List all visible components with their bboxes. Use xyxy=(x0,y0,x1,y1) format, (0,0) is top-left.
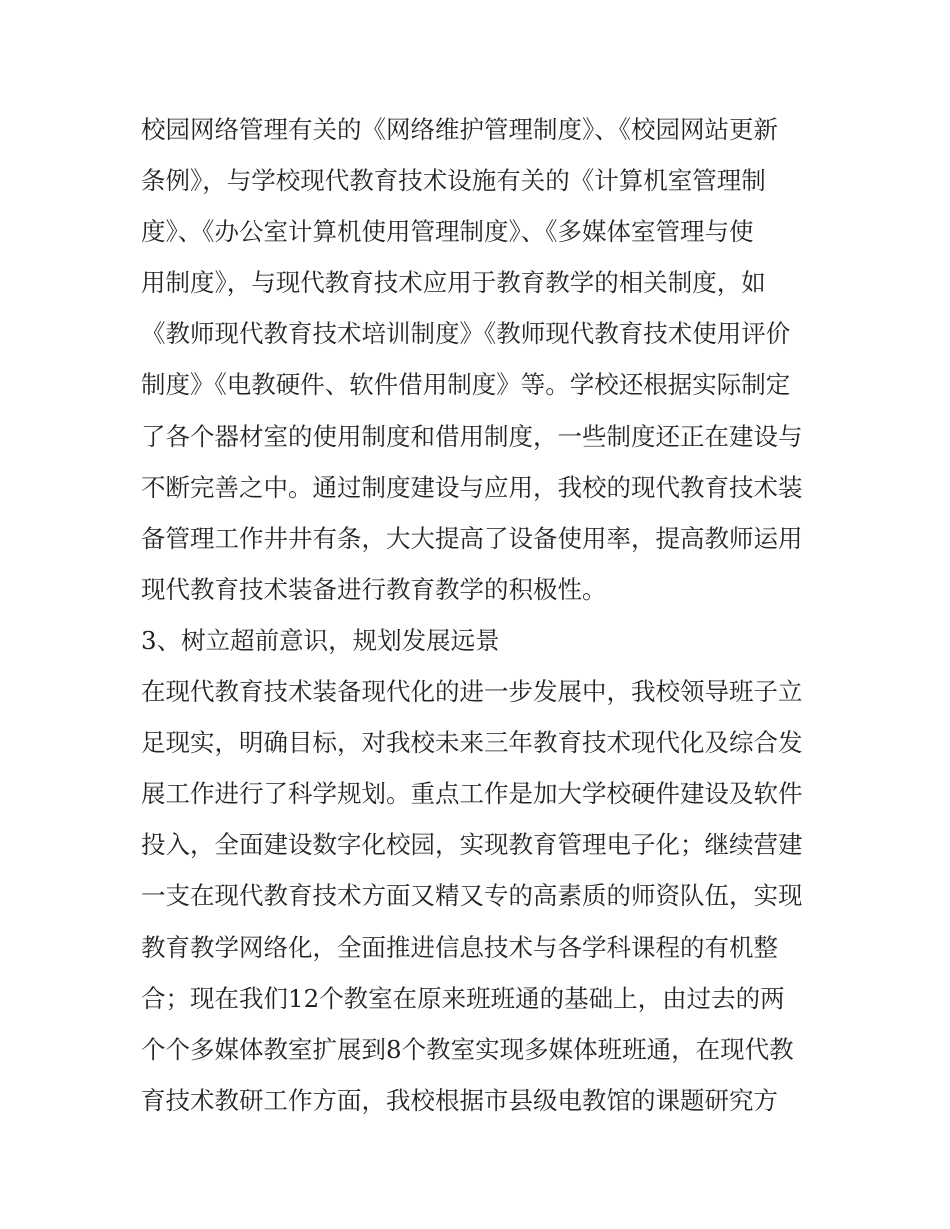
text-line: 度》、《办公室计算机使用管理制度》、《多媒体室管理与使 xyxy=(141,217,754,247)
text-line: 个个多媒体教室扩展到8个教室实现多媒体班班通，在现代教 xyxy=(141,1034,794,1064)
text-line: 制度》《电教硬件、软件借用制度》等。学校还根据实际制定 xyxy=(141,370,791,400)
text-line: 展工作进行了科学规划。重点工作是加大学校硬件建设及软件 xyxy=(141,779,803,809)
text-line: 条例》，与学校现代教育技术设施有关的《计算机室管理制 xyxy=(141,166,766,196)
text-line: 一支在现代教育技术方面又精又专的高素质的师资队伍，实现 xyxy=(141,881,803,911)
text-line: 用制度》，与现代教育技术应用于教育教学的相关制度，如 xyxy=(141,268,766,298)
text-line: 在现代教育技术装备现代化的进一步发展中，我校领导班子立 xyxy=(141,677,803,707)
text-line: 备管理工作井井有条，大大提高了设备使用率，提高教师运用 xyxy=(141,523,803,553)
text-line: 育技术教研工作方面，我校根据市县级电教馆的课题研究方 xyxy=(141,1085,778,1115)
text-line: 投入，全面建设数字化校园，实现教育管理电子化；继续营建 xyxy=(141,830,803,860)
document-body xyxy=(141,104,821,1126)
text-line: 足现实，明确目标，对我校未来三年教育技术现代化及综合发 xyxy=(141,728,803,758)
section-heading: 3、树立超前意识，规划发展远景 xyxy=(141,625,500,655)
text-line: 校园网络管理有关的《网络维护管理制度》、《校园网站更新 xyxy=(141,115,778,144)
text-line: 现代教育技术装备进行教育教学的积极性。 xyxy=(141,574,607,604)
text-line: 不断完善之中。通过制度建设与应用，我校的现代教育技术装 xyxy=(141,472,803,502)
text-line: 教育教学网络化，全面推进信息技术与各学科课程的有机整 xyxy=(141,932,778,962)
text-line: 《教师现代教育技术培训制度》《教师现代教育技术使用评价 xyxy=(141,319,791,349)
text-line: 合；现在我们12个教室在原来班班通的基础上，由过去的两 xyxy=(141,983,785,1013)
text-line: 了各个器材室的使用制度和借用制度，一些制度还正在建设与 xyxy=(141,421,803,451)
